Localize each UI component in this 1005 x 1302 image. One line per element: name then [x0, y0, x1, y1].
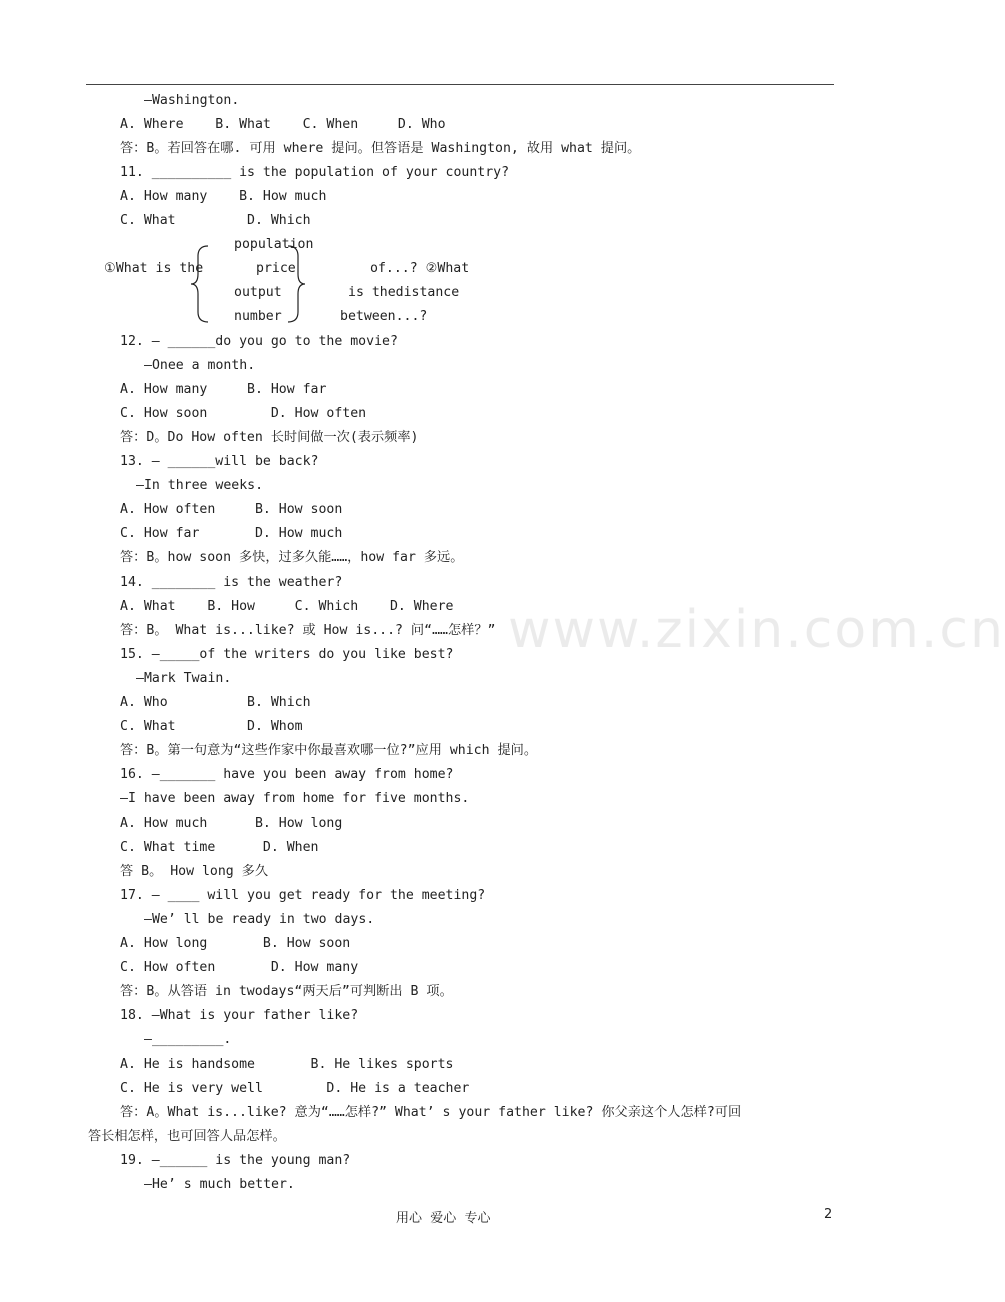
text-line: 12. — ______do you go to the movie?	[120, 334, 398, 349]
text-line: A. How often B. How soon	[120, 502, 343, 517]
text-line: 答：B。若回答在哪. 可用 where 提问。但答语是 Washington, 故用 what 提问。	[120, 141, 641, 156]
text-line: A. Who B. Which	[120, 695, 311, 710]
footer-motto: 用心 爱心 专心	[396, 1211, 491, 1226]
text-line: population	[234, 237, 314, 252]
text-line: 15. —_____of the writers do you like best?	[120, 647, 454, 662]
text-line: 答：D。Do How often 长时间做一次(表示频率)	[120, 430, 419, 445]
text-line: 13. — ______will be back?	[120, 454, 319, 469]
text-line: —In three weeks.	[136, 478, 264, 493]
text-line: —Washington.	[144, 93, 240, 108]
text-line: —I have been away from home for five months.	[120, 791, 470, 806]
text-line: 答长相怎样，也可回答人品怎样。	[88, 1129, 286, 1144]
text-line: C. What D. Which	[120, 213, 311, 228]
text-line: —Mark Twain.	[136, 671, 232, 686]
text-line: A. How many B. How far	[120, 382, 327, 397]
text-line: 16. —_______ have you been away from home?	[120, 767, 454, 782]
text-line: ①What is the	[104, 261, 204, 276]
text-line: is thedistance	[348, 285, 460, 300]
text-line: 11. __________ is the population of your country?	[120, 165, 510, 180]
text-line: A. He is handsome B. He likes sports	[120, 1057, 454, 1072]
watermark: www.zixin.com.cn	[508, 600, 1005, 660]
text-line: between...?	[340, 309, 428, 324]
text-line: A. How many B. How much	[120, 189, 327, 204]
text-line: 答：A。What is...like? 意为“……怎样?” What’ s your father like? 你父亲这个人怎样?可回	[120, 1105, 742, 1120]
text-line: C. How soon D. How often	[120, 406, 367, 421]
text-line: 答：B。 What is...like? 或 How is...? 问“……怎样？”	[120, 623, 496, 638]
text-line: 18. —What is your father like?	[120, 1008, 359, 1023]
text-line: 答：B。how soon 多快，过多久能……，how far 多远。	[120, 550, 464, 565]
right-brace	[286, 244, 306, 324]
text-line: A. Where B. What C. When D. Who	[120, 117, 446, 132]
text-line: 答：B。从答语 in twodays“两天后”可判断出 B 项。	[120, 984, 453, 999]
text-line: 答：B。第一句意为“这些作家中你最喜欢哪一位?”应用 which 提问。	[120, 743, 538, 758]
text-line: C. He is very well D. He is a teacher	[120, 1081, 470, 1096]
text-line: price	[256, 261, 296, 276]
text-line: A. How long B. How soon	[120, 936, 351, 951]
text-line: A. How much B. How long	[120, 816, 343, 831]
header-rule	[86, 84, 834, 85]
text-line: —_________.	[144, 1032, 232, 1047]
left-brace	[190, 244, 210, 324]
text-line: number	[234, 309, 282, 324]
text-line: C. What D. Whom	[120, 719, 303, 734]
text-line: —We’ ll be ready in two days.	[144, 912, 375, 927]
text-line: C. How often D. How many	[120, 960, 359, 975]
page-number: 2	[824, 1207, 833, 1222]
text-line: 17. — ____ will you get ready for the meeting?	[120, 888, 486, 903]
text-line: C. What time D. When	[120, 840, 319, 855]
text-line: —He’ s much better.	[144, 1177, 295, 1192]
text-line: —Onee a month.	[144, 358, 256, 373]
text-line: 19. —______ is the young man?	[120, 1153, 351, 1168]
text-line: 14. ________ is the weather?	[120, 575, 343, 590]
text-line: 答 B。 How long 多久	[120, 864, 269, 879]
text-line: of...? ②What	[370, 261, 470, 276]
text-line: output	[234, 285, 282, 300]
text-line: A. What B. How C. Which D. Where	[120, 599, 454, 614]
text-line: C. How far D. How much	[120, 526, 343, 541]
